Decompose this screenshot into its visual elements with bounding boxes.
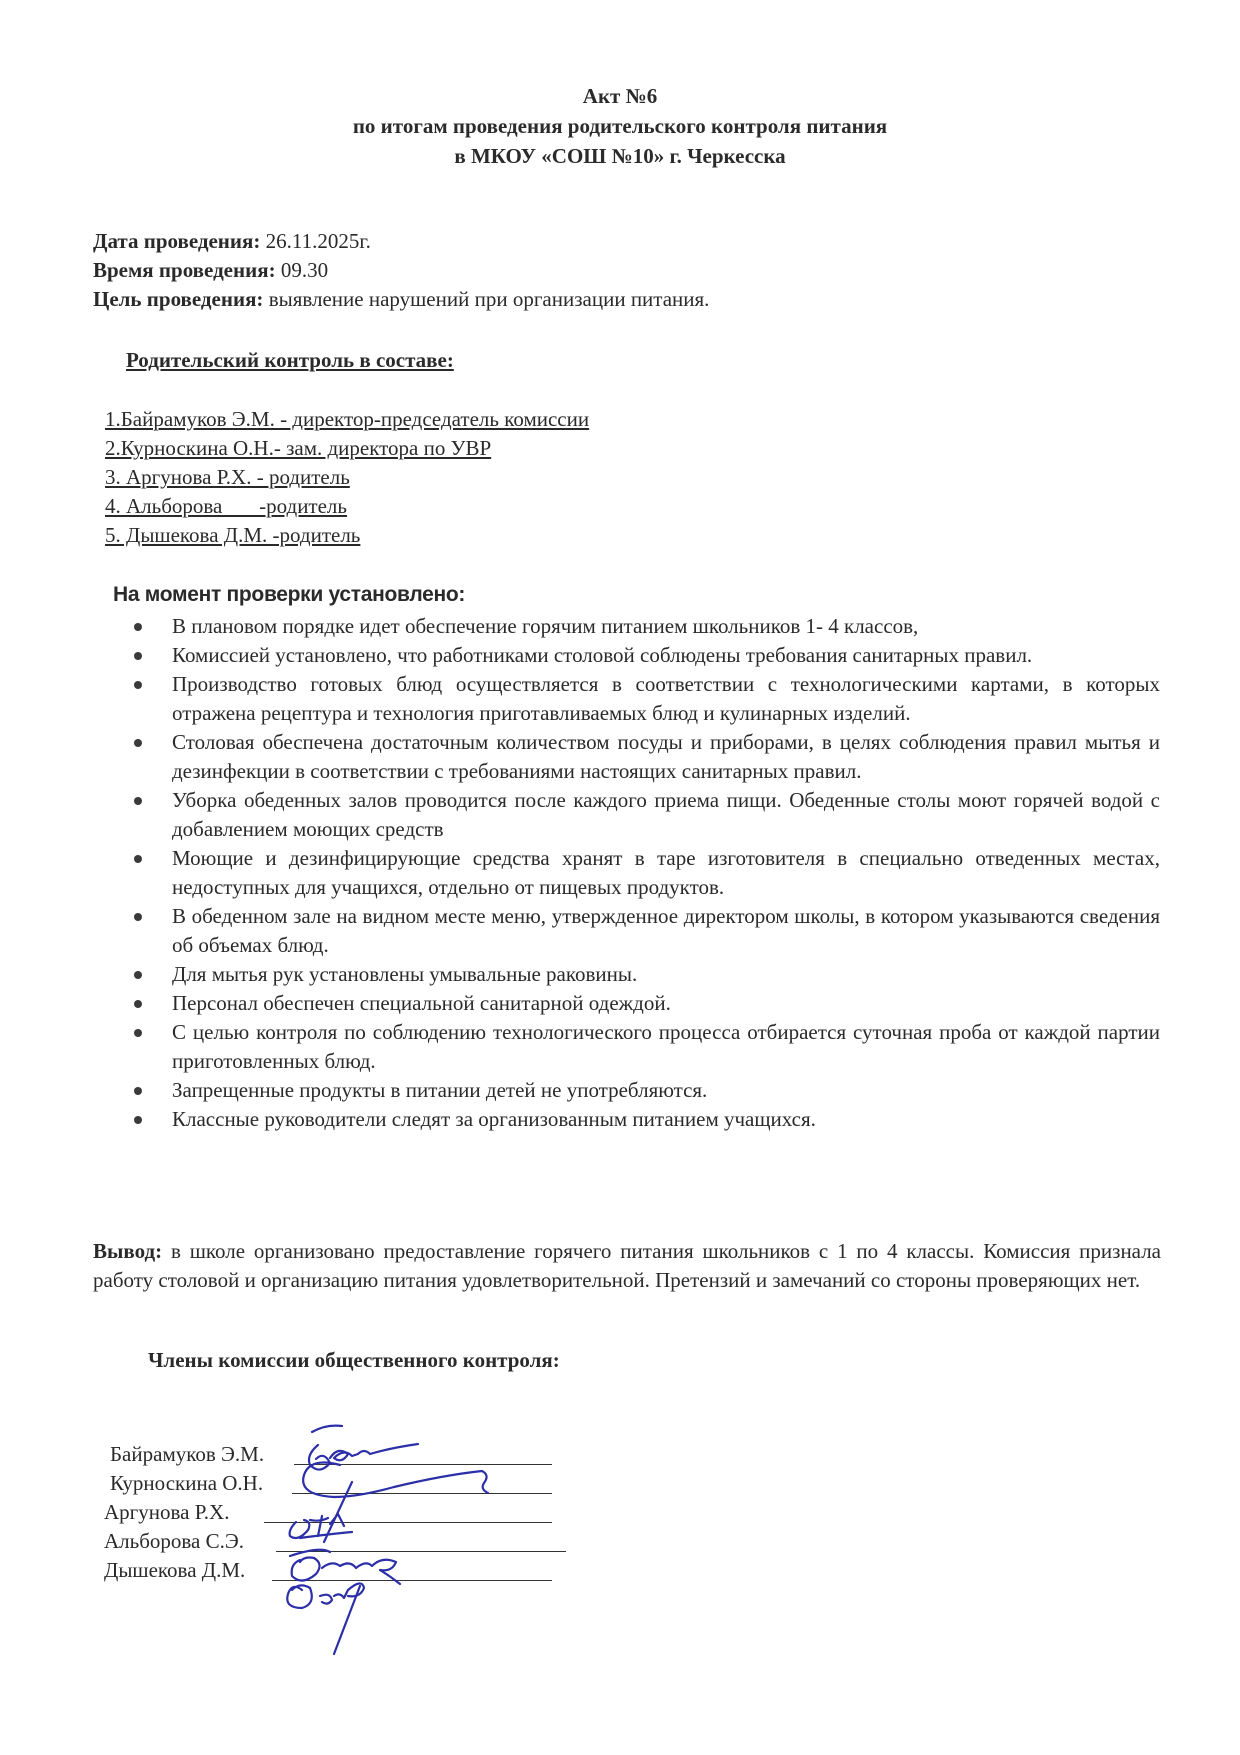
committee-member: 5. Дышекова Д.М. -родитель	[105, 523, 361, 547]
bullet-icon	[134, 652, 142, 660]
finding-item	[130, 1018, 1160, 1076]
finding-item	[130, 728, 1160, 786]
document-subtitle: по итогам проведения родительского контроля питания	[352, 114, 888, 138]
signer-name: Аргунова Р.Х.	[104, 1500, 230, 1524]
time-value: 09.30	[275, 258, 329, 282]
finding-item	[130, 670, 1160, 728]
signature-alborova	[290, 1550, 400, 1584]
signature-line	[272, 1580, 552, 1581]
signature-kurnoskina	[303, 1463, 488, 1542]
finding-item	[130, 844, 1160, 902]
findings-heading: На момент проверки установлено:	[113, 583, 466, 606]
finding-text: Уборка обеденных залов проводится после каждого приема пищи. Обеденные столы моют горячей водой с добавлением моющих средств	[172, 788, 1160, 841]
conclusion-label: Вывод:	[93, 1239, 163, 1263]
finding-item	[130, 786, 1160, 844]
time-row	[93, 258, 328, 283]
committee-member: 3. Аргунова Р.Х. - родитель	[105, 465, 350, 489]
bullet-icon	[134, 1087, 142, 1095]
findings-list	[130, 612, 1160, 1134]
finding-text: Для мытья рук установлены умывальные раковины.	[172, 962, 638, 986]
signature-dyshekova	[287, 1583, 364, 1654]
bullet-icon	[134, 623, 142, 631]
finding-item	[130, 612, 1160, 641]
goal-label: Цель проведения:	[93, 287, 264, 311]
signer-name: Альборова С.Э.	[104, 1529, 244, 1553]
finding-text: Запрещенные продукты в питании детей не употребляются.	[172, 1078, 708, 1102]
committee-member: 2.Курноскина О.Н.- зам. директора по УВР	[105, 436, 492, 460]
signatures-heading: Члены комиссии общественного контроля:	[148, 1348, 560, 1372]
finding-text: В плановом порядке идет обеспечение горячим питанием школьников 1- 4 классов,	[172, 614, 919, 638]
committee-list	[105, 405, 589, 550]
finding-item	[130, 989, 1160, 1018]
bullet-icon	[134, 797, 142, 805]
document-title: Акт №6	[582, 84, 658, 108]
date-row	[93, 229, 371, 254]
signature-argunova	[290, 1514, 352, 1538]
date-value: 26.11.2025г.	[260, 229, 371, 253]
goal-value: выявление нарушений при организации питания.	[263, 287, 710, 311]
signature-line	[292, 1493, 552, 1494]
date-label: Дата проведения:	[93, 229, 261, 253]
finding-item	[130, 902, 1160, 960]
finding-text: Столовая обеспечена достаточным количеством посуды и приборами, в целях соблюдения правил мытья и дезинфекции в соответствии с требованиями настоящих санитарных правил.	[172, 730, 1160, 783]
finding-text: Персонал обеспечен специальной санитарной одеждой.	[172, 991, 671, 1015]
finding-item	[130, 960, 1160, 989]
finding-item	[130, 1076, 1160, 1105]
time-label: Время проведения:	[93, 258, 276, 282]
bullet-icon	[134, 855, 142, 863]
signature-line	[276, 1551, 566, 1552]
finding-item	[130, 1105, 1160, 1134]
bullet-icon	[134, 681, 142, 689]
goal-row	[93, 287, 709, 312]
bullet-icon	[134, 1000, 142, 1008]
bullet-icon	[134, 1116, 142, 1124]
signature-line	[264, 1522, 552, 1523]
committee-heading: Родительский контроль в составе:	[126, 348, 454, 372]
finding-text: Классные руководители следят за организованным питанием учащихся.	[172, 1107, 816, 1131]
signer-name: Дышекова Д.М.	[104, 1558, 246, 1582]
bullet-icon	[134, 913, 142, 921]
finding-text: Производство готовых блюд осуществляется в соответствии с технологическими картами, в которых отражена рецептура и технология приготавливаемых блюд и кулинарных изделий.	[172, 672, 1160, 725]
institution-name: в МКОУ «СОШ №10» г. Черкесска	[454, 144, 786, 168]
finding-item	[130, 641, 1160, 670]
finding-text: Комиссией установлено, что работниками столовой соблюдены требования санитарных правил.	[172, 643, 1033, 667]
finding-text: В обеденном зале на видном месте меню, утвержденное директором школы, в котором указываются сведения об объемах блюд.	[172, 904, 1160, 957]
bullet-icon	[134, 739, 142, 747]
bullet-icon	[134, 1029, 142, 1037]
signer-name: Байрамуков Э.М.	[110, 1442, 265, 1466]
bullet-icon	[134, 971, 142, 979]
conclusion-text: в школе организовано предоставление горячего питания школьников с 1 по 4 классы. Комиссия признала работу столовой и организацию питания удовлетворительной. Претензий и замечаний со стороны проверяющих нет.	[93, 1239, 1161, 1292]
committee-member: 1.Байрамуков Э.М. - директор-председатель комиссии	[105, 407, 590, 431]
signature-bairamukov	[309, 1426, 418, 1470]
signature-line	[294, 1464, 552, 1465]
signer-name: Курноскина О.Н.	[110, 1471, 264, 1495]
conclusion	[93, 1237, 1161, 1295]
finding-text: С целью контроля по соблюдению технологического процесса отбирается суточная проба от каждой партии приготовленных блюд.	[172, 1020, 1160, 1073]
committee-member: 4. Альборова -родитель	[105, 494, 347, 518]
finding-text: Моющие и дезинфицирующие средства хранят в таре изготовителя в специально отведенных местах, недоступных для учащихся, отдельно от пищевых продуктов.	[172, 846, 1160, 899]
